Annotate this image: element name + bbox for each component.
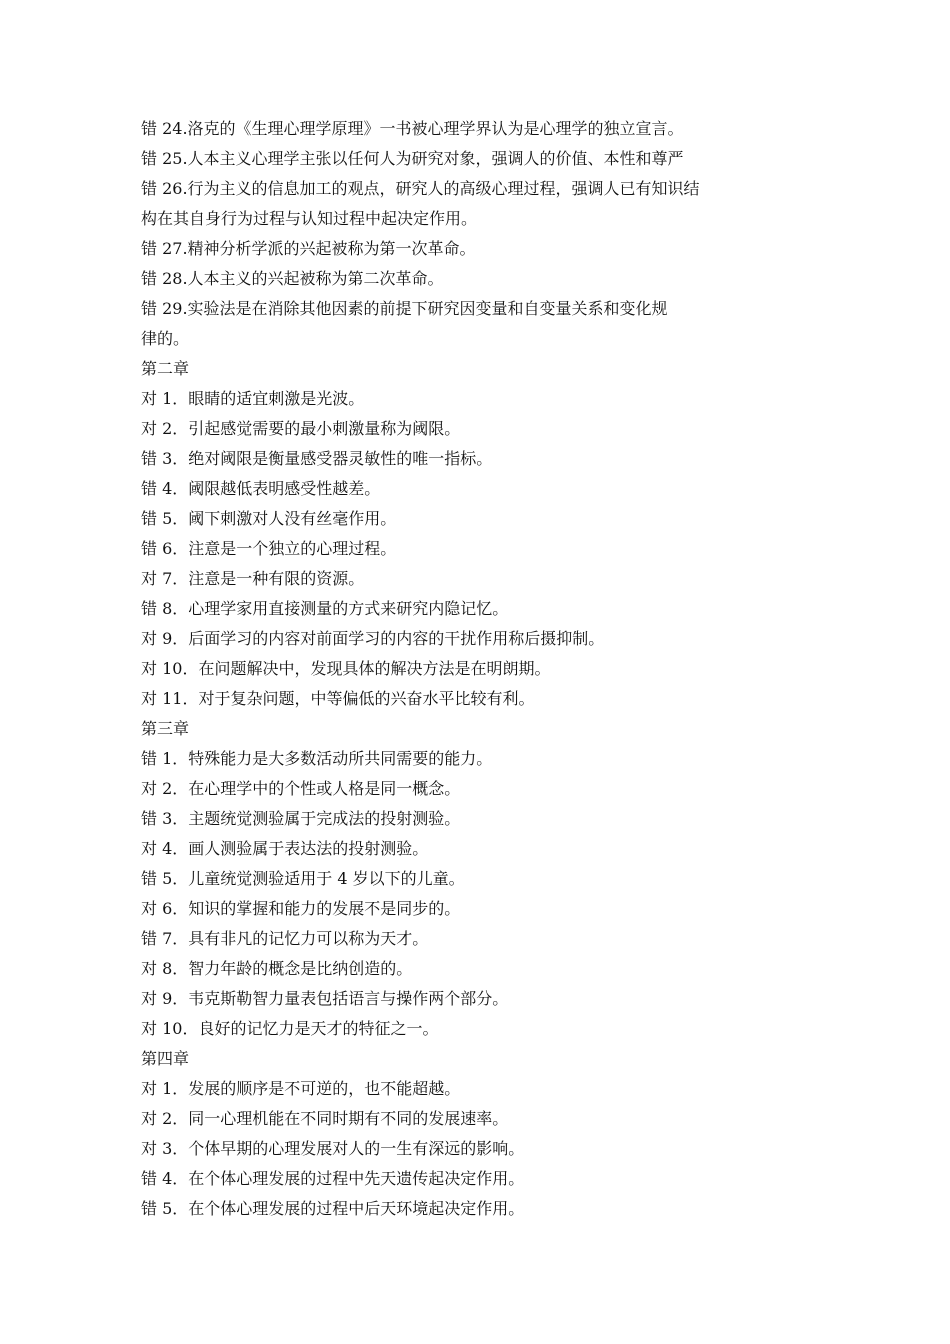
answer-item: 对 4．画人测验属于表达法的投射测验。 bbox=[141, 839, 429, 858]
chapter-heading: 第二章 bbox=[141, 359, 190, 378]
answer-item: 对 7．注意是一种有限的资源。 bbox=[141, 569, 365, 588]
answer-item: 对 6．知识的掌握和能力的发展不是同步的。 bbox=[141, 899, 461, 918]
answer-item: 错 8．心理学家用直接测量的方式来研究内隐记忆。 bbox=[141, 599, 509, 618]
answer-item: 对 2．引起感觉需要的最小刺激量称为阈限。 bbox=[141, 419, 461, 438]
answer-item: 错 5．在个体心理发展的过程中后天环境起决定作用。 bbox=[141, 1199, 525, 1218]
answer-item: 对 8．智力年龄的概念是比纳创造的。 bbox=[141, 959, 413, 978]
answer-item: 错 28.人本主义的兴起被称为第二次革命。 bbox=[141, 269, 444, 288]
document-body bbox=[141, 114, 809, 1224]
answer-item: 错 26.行为主义的信息加工的观点，研究人的高级心理过程，强调人已有知识结 bbox=[141, 179, 700, 198]
answer-item: 对 10．在问题解决中，发现具体的解决方法是在明朗期。 bbox=[141, 659, 551, 678]
answer-item: 错 29.实验法是在消除其他因素的前提下研究因变量和自变量关系和变化规 bbox=[141, 299, 668, 318]
chapter-heading: 第四章 bbox=[141, 1049, 190, 1068]
answer-item: 错 25.人本主义心理学主张以任何人为研究对象，强调人的价值、本性和尊严 bbox=[141, 149, 684, 168]
answer-item-continuation: 构在其自身行为过程与认知过程中起决定作用。 bbox=[141, 209, 478, 228]
answer-item: 错 4．在个体心理发展的过程中先天遗传起决定作用。 bbox=[141, 1169, 525, 1188]
answer-item: 对 9．韦克斯勒智力量表包括语言与操作两个部分。 bbox=[141, 989, 509, 1008]
answer-item: 错 3．绝对阈限是衡量感受器灵敏性的唯一指标。 bbox=[141, 449, 493, 468]
answer-item: 错 24.洛克的《生理心理学原理》一书被心理学界认为是心理学的独立宣言。 bbox=[141, 119, 684, 138]
answer-item: 对 1．眼睛的适宜刺激是光波。 bbox=[141, 389, 365, 408]
answer-item: 对 9．后面学习的内容对前面学习的内容的干扰作用称后摄抑制。 bbox=[141, 629, 605, 648]
answer-item: 错 4．阈限越低表明感受性越差。 bbox=[141, 479, 381, 498]
answer-item: 对 10．良好的记忆力是天才的特征之一。 bbox=[141, 1019, 439, 1038]
answer-item: 错 5．儿童统觉测验适用于 4 岁以下的儿童。 bbox=[141, 869, 465, 888]
answer-item: 错 3．主题统觉测验属于完成法的投射测验。 bbox=[141, 809, 461, 828]
answer-item: 错 1．特殊能力是大多数活动所共同需要的能力。 bbox=[141, 749, 493, 768]
answer-item: 对 11．对于复杂问题，中等偏低的兴奋水平比较有利。 bbox=[141, 689, 535, 708]
answer-item: 错 5．阈下刺激对人没有丝毫作用。 bbox=[141, 509, 397, 528]
answer-item: 错 6．注意是一个独立的心理过程。 bbox=[141, 539, 397, 558]
answer-item: 对 1．发展的顺序是不可逆的，也不能超越。 bbox=[141, 1079, 461, 1098]
answer-item: 对 3．个体早期的心理发展对人的一生有深远的影响。 bbox=[141, 1139, 525, 1158]
chapter-heading: 第三章 bbox=[141, 719, 190, 738]
answer-item-continuation: 律的。 bbox=[141, 329, 190, 348]
answer-item: 对 2．同一心理机能在不同时期有不同的发展速率。 bbox=[141, 1109, 509, 1128]
answer-item: 错 27.精神分析学派的兴起被称为第一次革命。 bbox=[141, 239, 476, 258]
answer-item: 对 2．在心理学中的个性或人格是同一概念。 bbox=[141, 779, 461, 798]
answer-item: 错 7．具有非凡的记忆力可以称为天才。 bbox=[141, 929, 429, 948]
